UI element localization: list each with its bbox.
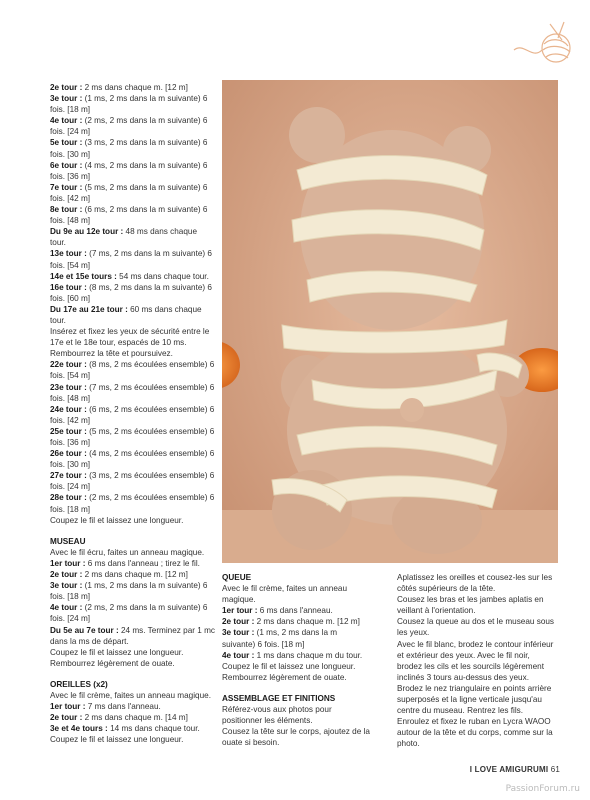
section-heading: QUEUE [222, 573, 252, 582]
instruction-text: 2 ms dans chaque m. [14 m] [82, 713, 188, 723]
amigurumi-mummy-photo [222, 80, 558, 563]
instruction-text: (2 ms, 2 ms dans la m suivante) 6 fois. [24 m] [50, 116, 210, 137]
instruction-line [50, 734, 215, 745]
instruction-line [50, 160, 215, 182]
instruction-text: 48 ms dans chaque tour. [50, 227, 200, 248]
instruction-line [50, 304, 215, 326]
round-label: 28e tour : [50, 493, 87, 503]
instruction-line [50, 515, 215, 526]
instruction-line [50, 282, 215, 304]
instruction-text: Aplatissez les oreilles et cousez-les sur les côtés supérieurs de la tête. [397, 573, 555, 594]
instruction-text: Cousez la tête sur le corps, ajoutez de la ouate si besoin. [222, 727, 373, 748]
instruction-text: Cousez la queue au dos et le museau sous les yeux. [397, 617, 557, 638]
instructions-right-column [397, 572, 557, 750]
instruction-line [50, 204, 215, 226]
instructions-left-column [50, 82, 218, 745]
instruction-text: (7 ms, 2 ms dans la m suivante) 6 fois. [54 m] [50, 249, 215, 270]
instruction-line [50, 115, 215, 137]
round-label: 16e tour : [50, 282, 87, 292]
round-label: Du 17e au 21e tour : [50, 304, 128, 314]
instruction-line [397, 716, 557, 749]
instruction-line [222, 605, 372, 616]
instruction-text: Enroulez et fixez le ruban en Lycra WAOO autour de la tête et du corps, comme sur la photo. [397, 717, 555, 749]
instruction-line [222, 627, 372, 649]
instruction-line [50, 547, 215, 558]
round-label: 1er tour : [222, 606, 258, 616]
instruction-text: (2 ms, 2 ms écoulées ensemble) 6 fois. [18 m] [50, 493, 217, 514]
round-label: Du 5e au 7e tour : [50, 625, 119, 635]
round-label: 3e tour : [222, 628, 255, 638]
instruction-line [50, 426, 215, 448]
round-label: 3e tour : [50, 581, 83, 591]
instruction-line [50, 492, 215, 514]
section-heading: ASSEMBLAGE ET FINITIONS [222, 693, 336, 703]
instruction-text: 6 ms dans l'anneau. [257, 606, 333, 616]
instruction-text: Coupez le fil et laissez une longueur. [50, 515, 184, 525]
round-label: 2e tour : [50, 713, 83, 723]
instruction-line [50, 558, 215, 569]
instruction-text: (6 ms, 2 ms dans la m suivante) 6 fois. [48 m] [50, 205, 210, 226]
instruction-line [50, 690, 215, 701]
round-label: 7e tour : [50, 182, 83, 192]
round-label: 4e tour : [50, 116, 83, 126]
round-label: 1er tour : [50, 558, 86, 568]
instruction-line [397, 594, 557, 616]
instruction-text: Coupez le fil et laissez une longueur. Rembourrez légèrement de ouate. [50, 647, 186, 668]
page-number: 61 [550, 765, 560, 774]
page-footer [470, 765, 560, 774]
instruction-text: (7 ms, 2 ms écoulées ensemble) 6 fois. [48 m] [50, 382, 217, 403]
instruction-line [50, 226, 215, 248]
instruction-text: (6 ms, 2 ms écoulées ensemble) 6 fois. [42 m] [50, 404, 217, 425]
instruction-text: 2 ms dans chaque m. [12 m] [82, 570, 188, 580]
round-label: 26e tour : [50, 449, 87, 459]
instruction-line [50, 701, 215, 712]
round-label: 27e tour : [50, 471, 87, 481]
round-label: 8e tour : [50, 205, 83, 215]
instruction-text: Avec le fil crème, faites un anneau magique. [222, 584, 350, 605]
instruction-text: 2 ms dans chaque m. [12 m] [82, 83, 188, 92]
round-label: 1er tour : [50, 702, 86, 712]
instruction-text: (5 ms, 2 ms écoulées ensemble) 6 fois. [36 m] [50, 426, 217, 447]
instruction-line [50, 404, 215, 426]
section-heading: OREILLES (x2) [50, 679, 108, 689]
instruction-line [50, 382, 215, 404]
round-label: 14e et 15e tours : [50, 271, 117, 281]
section-heading: MUSEAU [50, 536, 86, 546]
instruction-line [50, 248, 215, 270]
magazine-brand: I LOVE AMIGURUMI [469, 765, 549, 774]
round-label: 2e tour : [50, 83, 83, 92]
instruction-line [50, 448, 215, 470]
round-label: 5e tour : [50, 138, 83, 148]
instruction-line [50, 625, 218, 647]
instruction-text: (1 ms, 2 ms dans la m suivante) 6 fois. [18 m] [50, 581, 210, 602]
instruction-text: Avec le fil blanc, brodez le contour inférieur et extérieur des yeux. Avec le fil noir, brodez les cils et les sourcils légèrement inclinés 3 tours au-dessus des yeux. Brodez le nez triangulaire en points arrière superposés et la ligne verticale jusqu'au centre du museau. Rentrez les fils. [397, 639, 556, 716]
round-label: 13e tour : [50, 249, 87, 259]
instruction-text: Coupez le fil et laissez une longueur. [50, 735, 184, 745]
instruction-line [222, 650, 372, 661]
instruction-text: 54 ms dans chaque tour. [116, 271, 209, 281]
instruction-line [222, 616, 372, 627]
round-label: 22e tour : [50, 360, 87, 370]
instruction-text: 14 ms dans chaque tour. [107, 724, 200, 734]
instruction-text: 60 ms dans chaque tour. [50, 304, 204, 325]
instruction-text: (3 ms, 2 ms dans la m suivante) 6 fois. [30 m] [50, 138, 210, 159]
instruction-text: (4 ms, 2 ms écoulées ensemble) 6 fois. [30 m] [50, 449, 217, 470]
instruction-line [50, 569, 215, 580]
instruction-text: (5 ms, 2 ms dans la m suivante) 6 fois. [42 m] [50, 182, 210, 203]
instruction-text: (4 ms, 2 ms dans la m suivante) 6 fois. [36 m] [50, 160, 210, 181]
round-label: 4e tour : [50, 603, 83, 613]
instruction-text: Avec le fil écru, faites un anneau magique. [50, 547, 205, 557]
yarn-ball-logo-icon [510, 20, 578, 68]
instruction-text: (1 ms, 2 ms dans la m suivante) 6 fois. [18 m] [222, 628, 340, 649]
instruction-text: Insérez et fixez les yeux de sécurité entre le 17e et le 18e tour, espacés de 10 ms. Rembourrez la tête et poursuivez. [50, 327, 212, 359]
instruction-line [222, 726, 372, 748]
instruction-line [50, 326, 215, 359]
instruction-text: (8 ms, 2 ms écoulées ensemble) 6 fois. [54 m] [50, 360, 217, 381]
instruction-text: 1 ms dans chaque m du tour. [254, 650, 363, 660]
instruction-line [50, 82, 215, 93]
round-label: 2e tour : [222, 617, 255, 627]
round-label: 25e tour : [50, 426, 87, 436]
round-label: 2e tour : [50, 570, 83, 580]
instruction-line [50, 93, 215, 115]
instruction-text: (1 ms, 2 ms dans la m suivante) 6 fois. [18 m] [50, 94, 210, 115]
instruction-line [50, 647, 215, 669]
instruction-line [50, 271, 215, 282]
watermark: PassionForum.ru [505, 784, 580, 794]
round-label: 3e tour : [50, 94, 83, 104]
instruction-text: (3 ms, 2 ms écoulées ensemble) 6 fois. [24 m] [50, 471, 217, 492]
instruction-text: 2 ms dans chaque m. [12 m] [254, 617, 360, 627]
instruction-line [222, 583, 372, 605]
instruction-line [50, 712, 215, 723]
instruction-text: Référez-vous aux photos pour positionner les éléments. [222, 705, 334, 726]
instruction-text: Coupez le fil et laissez une longueur. Rembourrez légèrement de ouate. [222, 661, 358, 682]
instruction-text: (2 ms, 2 ms dans la m suivante) 6 fois. [24 m] [50, 603, 210, 624]
instructions-middle-column [222, 572, 372, 748]
instruction-text: Cousez les bras et les jambes aplatis en veillant à l'orientation. [397, 595, 546, 616]
instruction-line [50, 182, 215, 204]
instruction-line [50, 137, 215, 159]
instruction-line [50, 602, 215, 624]
round-label: 23e tour : [50, 382, 87, 392]
round-label: 4e tour : [222, 650, 255, 660]
instruction-line [50, 723, 215, 734]
instruction-line [50, 470, 215, 492]
instruction-line [397, 572, 557, 594]
round-label: 24e tour : [50, 404, 87, 414]
instruction-line [50, 580, 215, 602]
instruction-line [397, 616, 557, 638]
instruction-text: 6 ms dans l'anneau ; tirez le fil. [85, 558, 200, 568]
instruction-text: Avec le fil crème, faites un anneau magique. [50, 690, 211, 700]
round-label: 3e et 4e tours : [50, 724, 108, 734]
instruction-text: 24 ms. Terminez par 1 mc dans la ms de départ. [50, 625, 218, 646]
instruction-line [50, 359, 215, 381]
instruction-line [222, 661, 372, 683]
round-label: Du 9e au 12e tour : [50, 227, 124, 237]
instruction-text: (8 ms, 2 ms dans la m suivante) 6 fois. [60 m] [50, 282, 215, 303]
instruction-line [397, 639, 557, 717]
round-label: 6e tour : [50, 160, 83, 170]
instruction-text: 7 ms dans l'anneau. [85, 702, 161, 712]
instruction-line [222, 704, 372, 726]
